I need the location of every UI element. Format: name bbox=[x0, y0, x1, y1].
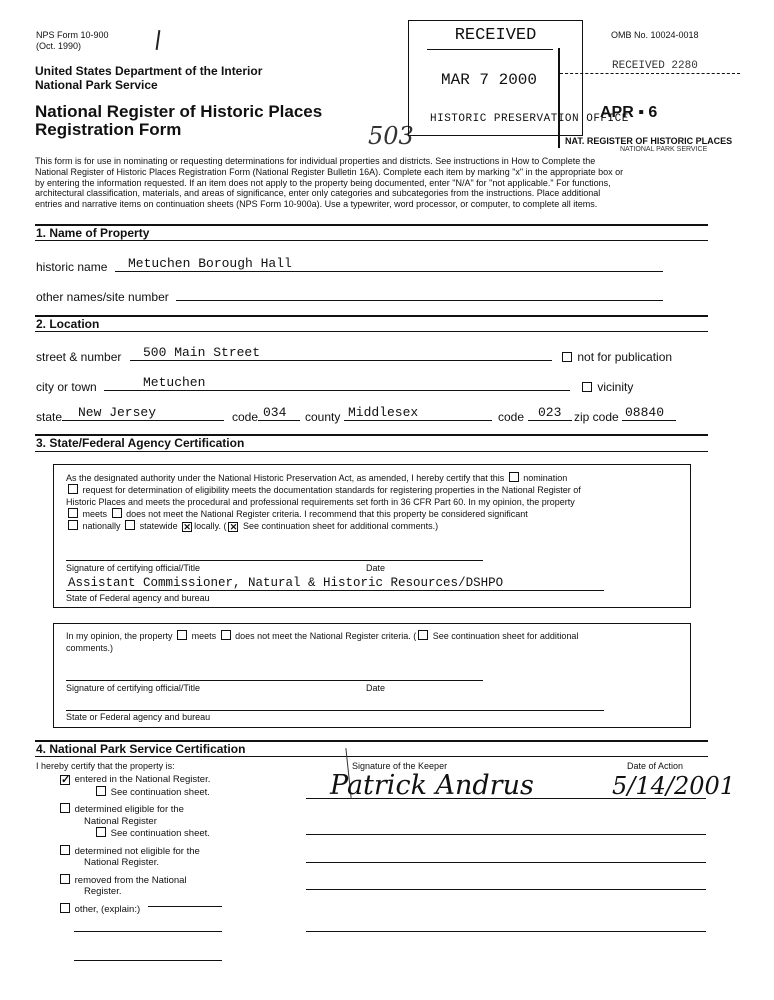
other-line[interactable] bbox=[148, 906, 222, 907]
not-publication-group bbox=[560, 350, 672, 364]
section-3-heading: 3. State/Federal Agency Certification bbox=[36, 436, 245, 450]
action-date: 5/14/2001 bbox=[612, 772, 736, 800]
keeper-signature: Patrick Andrus bbox=[330, 770, 534, 801]
vicinity-checkbox[interactable] bbox=[582, 382, 592, 392]
form-title: National Register of Historic Places bbox=[35, 102, 323, 121]
opinion-text bbox=[66, 630, 681, 654]
date-label: Date bbox=[366, 563, 386, 573]
statewide-label: statewide bbox=[139, 521, 178, 531]
instructions-line: This form is for use in nominating or requesting determinations for individual properties and districts. See instructions in How to Complete the bbox=[35, 156, 596, 166]
eligible-label: determined eligible for the bbox=[74, 804, 184, 815]
nomination-checkbox[interactable] bbox=[509, 472, 519, 482]
other-label: other, (explain:) bbox=[74, 903, 141, 915]
received-stamp-2: RECEIVED 2280 bbox=[612, 60, 698, 72]
field-line bbox=[344, 420, 492, 421]
opinion-continuation-checkbox[interactable] bbox=[418, 630, 428, 640]
nomination-label: nomination bbox=[523, 473, 568, 483]
cert-line: As the designated authority under the National Historic Preservation Act, as amended, I hereby certify that this bbox=[66, 473, 505, 483]
certification-text bbox=[66, 472, 686, 532]
county-code-value[interactable]: 023 bbox=[538, 405, 562, 420]
does-not-meet-checkbox[interactable] bbox=[112, 508, 122, 518]
keeper-line[interactable] bbox=[306, 834, 706, 835]
official-title[interactable]: Assistant Commissioner, Natural & Historic Resources/DSHPO bbox=[68, 576, 504, 590]
cert-line: Historic Places and meets the procedural and professional requirements set forth in 36 CFR Part 60. In my opinion, the property bbox=[66, 497, 575, 507]
stamp-rule-2 bbox=[560, 73, 740, 74]
section-rule bbox=[35, 331, 708, 332]
instructions-line: architectural classification, materials, and areas of significance, enter only categories and subcategories from the instructions. Place additional bbox=[35, 188, 601, 199]
removed-checkbox[interactable] bbox=[60, 874, 70, 884]
keeper-signature-label: Signature of the Keeper bbox=[352, 761, 448, 771]
reference-number: 503 bbox=[368, 122, 414, 150]
cert-line: request for determination of eligibility meets the documentation standards for registering properties in the National Register of bbox=[82, 485, 581, 495]
agency-label: State or Federal agency and bureau bbox=[66, 712, 211, 722]
historic-name-value[interactable]: Metuchen Borough Hall bbox=[128, 256, 292, 271]
omb-number: OMB No. 10024-0018 bbox=[611, 30, 699, 40]
state-code-value[interactable]: 034 bbox=[263, 405, 287, 420]
field-line bbox=[622, 420, 676, 421]
opinion-line: comments.) bbox=[66, 643, 114, 653]
state-code-label: code bbox=[232, 410, 259, 424]
pen-mark bbox=[156, 30, 161, 50]
zip-value[interactable]: 08840 bbox=[625, 405, 665, 420]
signature-line[interactable] bbox=[66, 560, 483, 561]
field-line bbox=[258, 420, 300, 421]
continuation-checkbox[interactable]: ✕ bbox=[229, 522, 238, 532]
stamp-border bbox=[558, 48, 560, 148]
see-continuation-checkbox[interactable] bbox=[96, 786, 106, 796]
keeper-line[interactable] bbox=[306, 931, 706, 932]
opinion-line: does not meet the National Register criteria. ( bbox=[235, 631, 417, 641]
vicinity-label: vicinity bbox=[597, 380, 634, 394]
other-names-label: other names/site number bbox=[36, 290, 169, 304]
vicinity-group bbox=[580, 380, 633, 394]
section-rule bbox=[35, 315, 708, 317]
keeper-line[interactable] bbox=[306, 889, 706, 890]
instructions bbox=[35, 156, 745, 210]
not-publication-label: not for publication bbox=[577, 350, 673, 364]
street-label: street & number bbox=[36, 350, 122, 364]
section-4-heading: 4. National Park Service Certification bbox=[36, 742, 246, 756]
not-eligible-checkbox[interactable] bbox=[60, 845, 70, 855]
other-line[interactable] bbox=[74, 960, 222, 961]
see-continuation-label: See continuation sheet. bbox=[110, 828, 210, 839]
removed-label: removed from the National bbox=[74, 874, 187, 886]
field-line[interactable] bbox=[176, 300, 663, 301]
field-line bbox=[104, 390, 570, 391]
cert-line: does not meet the National Register criteria. I recommend that this property be considered significant bbox=[126, 509, 528, 519]
keeper-line[interactable] bbox=[306, 798, 706, 799]
see-continuation-checkbox[interactable] bbox=[96, 827, 106, 837]
service: National Park Service bbox=[35, 78, 158, 92]
field-line bbox=[130, 360, 552, 361]
instructions-line: by entering the information requested. If an item does not apply to the property being documented, enter "N/A" for "not applicable." For functions, bbox=[35, 177, 611, 188]
county-label: county bbox=[305, 410, 341, 424]
zip-label: zip code bbox=[574, 410, 619, 424]
entered-label: entered in the National Register. bbox=[74, 774, 211, 785]
nps-options bbox=[58, 774, 308, 915]
entered-checkbox[interactable]: ✓ bbox=[61, 774, 71, 786]
nationally-checkbox[interactable] bbox=[68, 520, 78, 530]
section-rule bbox=[35, 756, 708, 757]
opinion-line: In my opinion, the property bbox=[66, 631, 173, 641]
removed-label: Register. bbox=[84, 886, 122, 897]
section-2-heading: 2. Location bbox=[36, 317, 100, 331]
agency-line bbox=[66, 590, 604, 591]
not-eligible-label: determined not eligible for the bbox=[74, 845, 200, 857]
not-eligible-label: National Register. bbox=[84, 857, 159, 868]
opinion-line: See continuation sheet for additional bbox=[432, 631, 579, 641]
received-label: RECEIVED bbox=[454, 26, 537, 45]
state-certification-box bbox=[53, 464, 691, 608]
opinion-meets-label: meets bbox=[191, 631, 217, 641]
field-line bbox=[115, 271, 663, 272]
section-rule bbox=[35, 240, 708, 241]
nps-stamp: NATIONAL PARK SERVICE bbox=[620, 146, 708, 153]
instructions-line: National Register of Historic Places Registration Form (National Register Bulletin 16A). Complete each item by marking "x" in the appropriate box or bbox=[35, 166, 624, 177]
city-value[interactable]: Metuchen bbox=[143, 375, 206, 390]
field-line bbox=[62, 420, 224, 421]
street-value[interactable]: 500 Main Street bbox=[143, 345, 261, 360]
received-date: MAR 7 2000 bbox=[440, 71, 537, 89]
city-label: city or town bbox=[36, 380, 97, 394]
meets-checkbox[interactable] bbox=[68, 508, 78, 518]
continuation-label: See continuation sheet for additional comments.) bbox=[242, 521, 439, 531]
stamp-rule bbox=[427, 49, 553, 50]
statewide-checkbox[interactable] bbox=[125, 520, 135, 530]
state-value[interactable]: New Jersey bbox=[78, 405, 157, 420]
other-checkbox[interactable] bbox=[60, 903, 70, 913]
apr-stamp: APR ▪ 6 bbox=[600, 104, 658, 121]
meets-label: meets bbox=[82, 509, 108, 519]
form-number: NPS Form 10-900 bbox=[36, 30, 109, 40]
locally-checkbox[interactable]: ✕ bbox=[183, 522, 191, 532]
keeper-line[interactable] bbox=[306, 862, 706, 863]
historic-name-label: historic name bbox=[36, 260, 108, 274]
state-label: state bbox=[36, 410, 63, 424]
opinion-does-not-meet-checkbox[interactable] bbox=[221, 630, 231, 640]
field-line bbox=[528, 420, 572, 421]
section-rule bbox=[35, 451, 708, 452]
instructions-line: entries and narrative items on continuation sheets (NPS Form 10-900a). Use a typewriter, word processor, or computer, to complete all items. bbox=[35, 199, 598, 210]
county-code-label: code bbox=[498, 410, 525, 424]
other-line[interactable] bbox=[74, 931, 222, 932]
agency-label: State of Federal agency and bureau bbox=[66, 593, 210, 603]
agency-line[interactable] bbox=[66, 710, 604, 711]
signature-line[interactable] bbox=[66, 680, 483, 681]
form-subtitle: Registration Form bbox=[35, 120, 182, 139]
nat-register-stamp: NAT. REGISTER OF HISTORIC PLACES bbox=[565, 136, 733, 146]
opinion-box bbox=[53, 623, 691, 728]
county-value[interactable]: Middlesex bbox=[348, 405, 419, 420]
signature-label: Signature of certifying official/Title bbox=[66, 683, 201, 693]
preservation-office: HISTORIC PRESERVATION OFFICE bbox=[430, 113, 629, 125]
date-label: Date bbox=[366, 683, 386, 693]
signature-label: Signature of certifying official/Title bbox=[66, 563, 201, 573]
see-continuation-label: See continuation sheet. bbox=[110, 786, 210, 798]
department: United States Department of the Interior bbox=[35, 64, 263, 78]
form-date: (Oct. 1990) bbox=[36, 41, 82, 51]
not-publication-checkbox[interactable] bbox=[562, 352, 572, 362]
nationally-label: nationally bbox=[82, 521, 121, 531]
opinion-meets-checkbox[interactable] bbox=[177, 630, 187, 640]
keeper-intro: I hereby certify that the property is: bbox=[36, 761, 175, 771]
eligible-checkbox[interactable] bbox=[60, 803, 70, 813]
request-checkbox[interactable] bbox=[68, 484, 78, 494]
date-of-action-label: Date of Action bbox=[627, 761, 684, 771]
locally-label: locally. ( bbox=[194, 521, 227, 531]
eligible-label: National Register bbox=[84, 815, 157, 827]
section-1-heading: 1. Name of Property bbox=[36, 226, 150, 240]
